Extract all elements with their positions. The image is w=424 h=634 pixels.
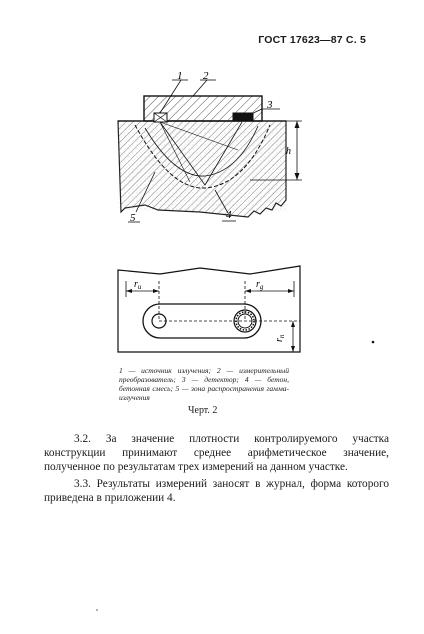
label-ru: $r_u$: [134, 279, 142, 291]
label-rd: $r_g$: [256, 279, 264, 291]
dimension-h: h: [286, 146, 291, 157]
figure-caption: 1 — источник излучения; 2 — измерительный преобразователь; 3 — детектор; 4 — бетон, бетонная смесь; 5 — зона распространения гамма-излучения: [119, 366, 289, 402]
label-rn: $r_n$: [274, 334, 286, 342]
stray-mark: [372, 341, 375, 344]
stray-mark-2: [96, 609, 98, 611]
paragraph-3-2: 3.2. За значение плотности контролируемого участка конструкции принимают среднее арифметическое значение, полученное по результатам трех измерений на данном участке.: [44, 433, 389, 474]
callout-4: 4: [226, 209, 232, 221]
callout-5: 5: [130, 212, 136, 224]
figure-2-top-view: [118, 266, 300, 352]
callout-1: 1: [177, 70, 183, 82]
page-header: ГОСТ 17623—87 С. 5: [258, 34, 366, 46]
callout-2: 2: [203, 70, 209, 82]
concrete-outline-top: [118, 266, 300, 352]
figure-label: Черт. 2: [188, 405, 218, 416]
figure-1-cross-section: [118, 70, 302, 224]
paragraph-3-3: 3.3. Результаты измерений заносят в журнал, форма которого приведена в приложении 4.: [44, 477, 389, 504]
callout-3: 3: [267, 99, 273, 111]
body-text: [44, 432, 389, 505]
